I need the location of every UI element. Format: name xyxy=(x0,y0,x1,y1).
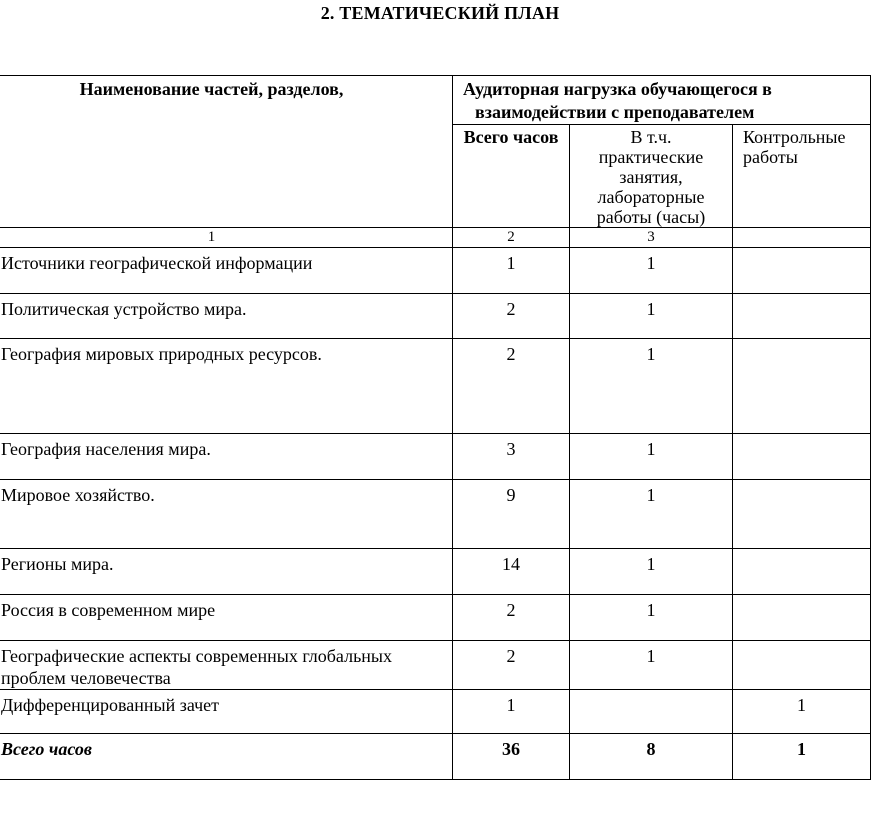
row-practical: 1 xyxy=(570,248,733,294)
column-number-row xyxy=(0,228,871,248)
row-name: Россия в современном мире xyxy=(0,595,453,641)
row-total: 3 xyxy=(453,434,570,480)
row-name: Источники географической информации xyxy=(0,248,453,294)
row-control xyxy=(733,248,871,294)
subheader-practical: В т.ч. практические занятия, лабораторные работы (часы) xyxy=(570,125,733,228)
totals-total: 36 xyxy=(453,734,570,780)
row-total: 2 xyxy=(453,595,570,641)
header-aud-load-line2: взаимодействии с преподавателем xyxy=(475,102,755,122)
table-row xyxy=(0,595,871,641)
row-control: 1 xyxy=(733,690,871,734)
row-control xyxy=(733,641,871,690)
row-control xyxy=(733,595,871,641)
totals-label: Всего часов xyxy=(0,734,453,780)
table-row xyxy=(0,480,871,549)
row-name: Регионы мира. xyxy=(0,549,453,595)
row-practical: 1 xyxy=(570,480,733,549)
row-control xyxy=(733,339,871,434)
row-total: 1 xyxy=(453,690,570,734)
row-practical xyxy=(570,690,733,734)
header-sections: Наименование частей, разделов, xyxy=(0,76,453,228)
totals-control: 1 xyxy=(733,734,871,780)
totals-practical: 8 xyxy=(570,734,733,780)
col-number-2: 2 xyxy=(453,228,570,248)
row-name: Политическая устройство мира. xyxy=(0,294,453,339)
page-title: 2. ТЕМАТИЧЕСКИЙ ПЛАН xyxy=(320,3,560,23)
row-practical: 1 xyxy=(570,434,733,480)
table-row xyxy=(0,641,871,690)
header-aud-load-line1: Аудиторная нагрузка обучающегося в xyxy=(463,79,772,99)
col-number-1: 1 xyxy=(0,228,453,248)
row-control xyxy=(733,480,871,549)
row-control xyxy=(733,434,871,480)
subheader-total: Всего часов xyxy=(453,125,570,228)
table-row xyxy=(0,248,871,294)
row-name: Географические аспекты современных глобальных проблем человечества xyxy=(0,641,453,690)
row-name: География населения мира. xyxy=(0,434,453,480)
row-total: 2 xyxy=(453,339,570,434)
row-practical: 1 xyxy=(570,339,733,434)
subheader-control: Контрольные работы xyxy=(733,125,871,228)
row-total: 1 xyxy=(453,248,570,294)
row-total: 9 xyxy=(453,480,570,549)
table-row xyxy=(0,549,871,595)
row-practical: 1 xyxy=(570,641,733,690)
totals-row xyxy=(0,734,871,780)
table-row xyxy=(0,434,871,480)
table-row xyxy=(0,339,871,434)
row-name: Дифференцированный зачет xyxy=(0,690,453,734)
row-name: География мировых природных ресурсов. xyxy=(0,339,453,434)
table-row xyxy=(0,294,871,339)
thematic-plan-table xyxy=(0,75,871,780)
col-number-4 xyxy=(733,228,871,248)
table-row xyxy=(0,690,871,734)
row-total: 2 xyxy=(453,641,570,690)
col-number-3: 3 xyxy=(570,228,733,248)
header-row xyxy=(0,76,871,125)
row-practical: 1 xyxy=(570,595,733,641)
header-aud-load xyxy=(453,76,871,125)
row-total: 14 xyxy=(453,549,570,595)
row-practical: 1 xyxy=(570,294,733,339)
row-name: Мировое хозяйство. xyxy=(0,480,453,549)
row-control xyxy=(733,294,871,339)
row-practical: 1 xyxy=(570,549,733,595)
row-control xyxy=(733,549,871,595)
row-total: 2 xyxy=(453,294,570,339)
